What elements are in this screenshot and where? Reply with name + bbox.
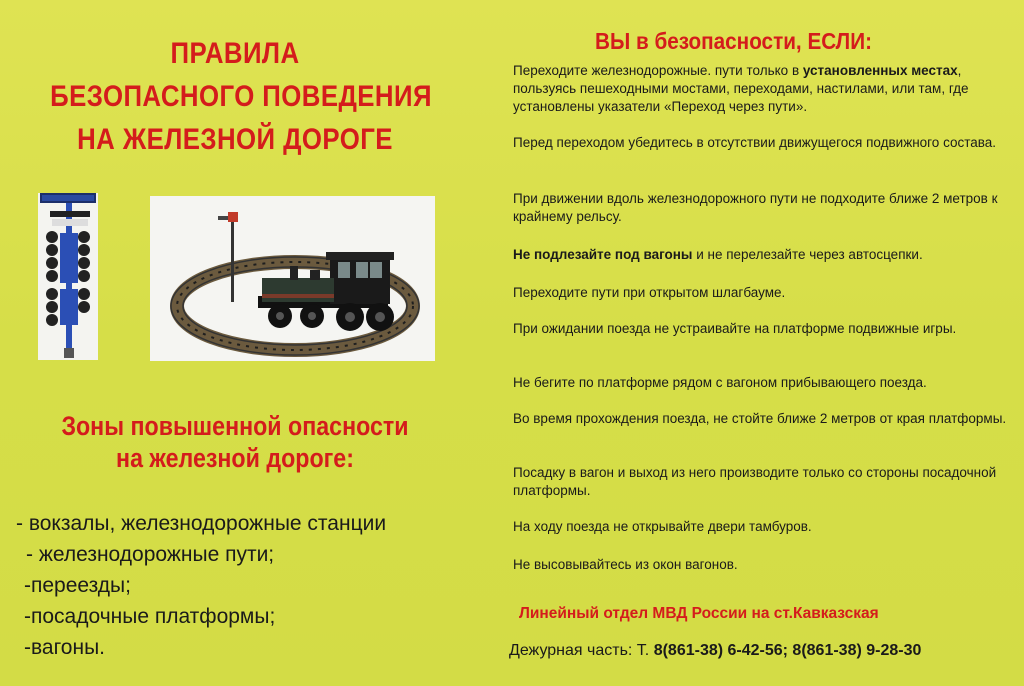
duty-phone-line [509,642,921,660]
department-name: Линейный отдел МВД России на ст.Кавказская [519,605,879,622]
poster-title [50,32,432,161]
right-column [505,0,1017,686]
rule-text: Посадку в вагон и выход из него производите только со стороны посадочной платформы. [513,465,997,498]
steam-locomotive-on-circular-track-icon [150,196,435,361]
duty-label: Дежурная часть: Т. [509,642,654,659]
rule-text: Перед переходом убедитесь в отсутствии движущегося подвижного состава. [513,135,997,150]
zone-item: - железнодорожные пути; [26,543,275,566]
zone-item: -переезды; [24,574,131,597]
rule-text: Переходите пути при открытом шлагбауме. [513,285,786,300]
safety-rule [513,134,1013,152]
safety-rule [513,190,1013,226]
safety-rule [513,374,1013,392]
rule-text: , пользуясь пешеходными мостами, переходами, настилами, или там, где установлены указатели «Переход через пути». [513,63,969,114]
rule-text: и не перелезайте через автосцепки. [692,247,923,262]
rule-emphasis: установленных местах [802,63,958,78]
zone-item: - вокзалы, железнодорожные станции [16,512,387,535]
title-line: ПРАВИЛА [170,37,300,70]
title-line: БЕЗОПАСНОГО ПОВЕДЕНИЯ [50,80,432,113]
safety-rule [513,246,1013,264]
rule-text: Не высовывайтесь из окон вагонов. [513,557,738,572]
safety-rule [513,62,1013,116]
rule-text: Не бегите по платформе рядом с вагоном прибывающего поезда. [513,375,927,390]
safety-rule [513,284,1013,302]
safety-rule [513,320,1013,338]
rule-text: При ожидании поезда не устраивайте на платформе подвижные игры. [513,321,957,336]
safety-rule [513,464,1013,500]
zone-item: -вагоны. [24,636,105,659]
rule-text: Переходите железнодорожные. пути только в [513,63,803,78]
rule-emphasis: Не подлезайте под вагоны [513,247,693,262]
zone-item: -посадочные платформы; [24,605,276,628]
railway-signal-icon [38,193,98,360]
rule-text: Во время прохождения поезда, не стойте ближе 2 метров от края платформы. [513,411,1007,426]
danger-zones-list [16,508,386,663]
safety-rule [513,410,1013,428]
safety-rule [513,518,1013,536]
safety-rule [513,556,1013,574]
rule-text: При движении вдоль железнодорожного пути не подходите ближе 2 метров к крайнему рельсу. [513,191,998,224]
duty-phones: 8(861-38) 6-42-56; 8(861-38) 9-28-30 [653,642,922,659]
safety-title: ВЫ в безопасности, ЕСЛИ: [595,28,872,54]
zones-title-line: Зоны повышенной опасности [61,411,409,441]
title-line: НА ЖЕЛЕЗНОЙ ДОРОГЕ [77,123,393,156]
zones-title-line: на железной дороге: [116,443,354,473]
danger-zones-title [42,410,429,474]
left-column [0,0,470,686]
rule-text: На ходу поезда не открывайте двери тамбуров. [513,519,812,534]
